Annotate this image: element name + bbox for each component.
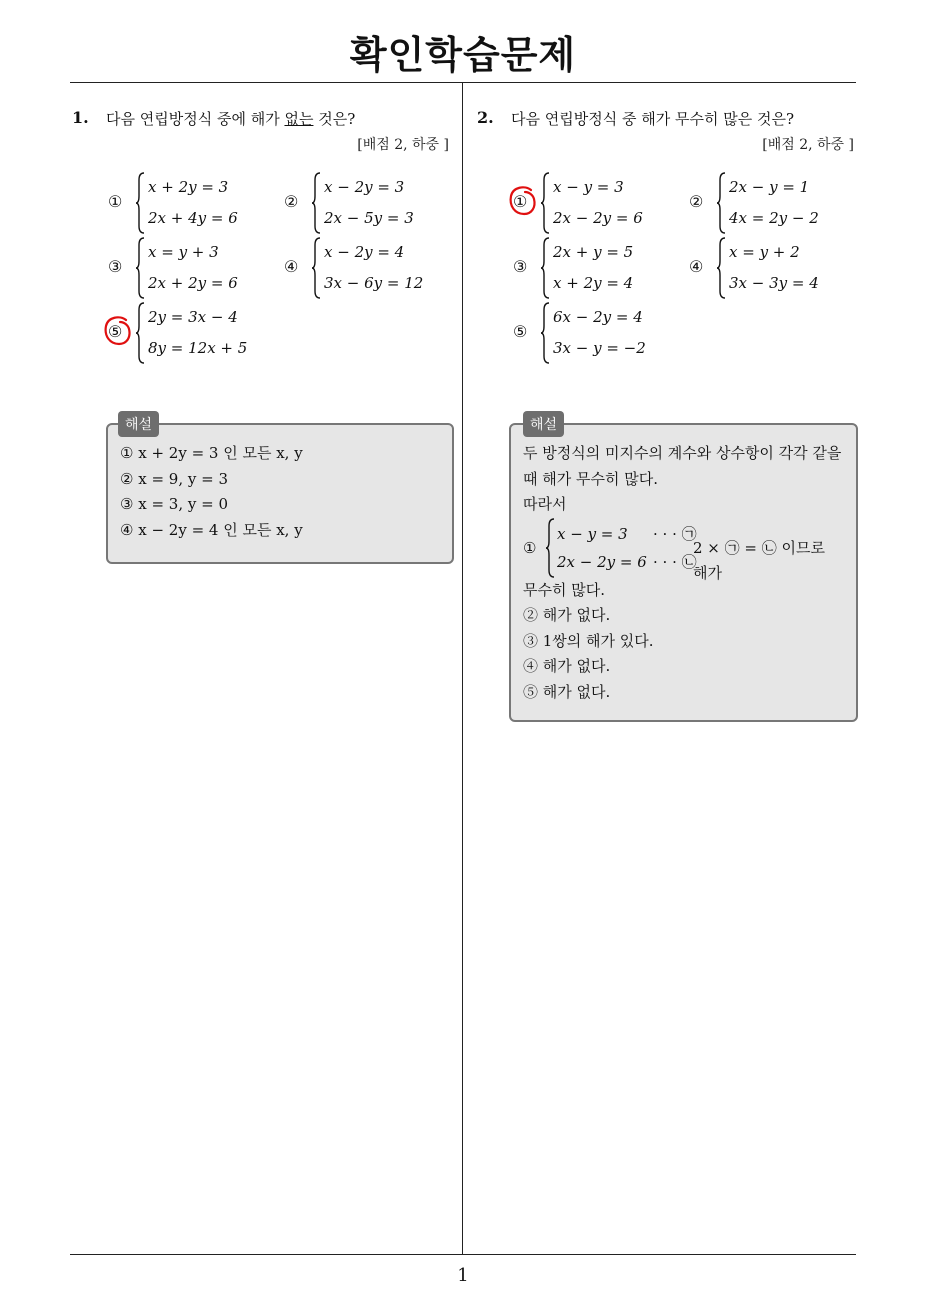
solution-line: 때 해가 무수히 많다. [523, 469, 658, 488]
option-3[interactable]: ③ x = y + 3 2x + 2y = 6 [108, 237, 288, 299]
option-2[interactable]: ② x − 2y = 3 2x − 5y = 3 [284, 172, 464, 234]
brace-icon [716, 172, 726, 234]
brace-icon [311, 237, 321, 299]
answer-options [477, 172, 862, 402]
option-2[interactable]: ② 2x − y = 1 4x = 2y − 2 [689, 172, 869, 234]
option-5[interactable]: ⑤ 6x − 2y = 4 3x − y = −2 [513, 302, 693, 364]
solution-box [509, 423, 858, 722]
question-meta: [배점 2, 하중 ] [762, 137, 854, 153]
brace-icon [135, 237, 145, 299]
option-3[interactable]: ③ 2x + y = 5 x + 2y = 4 [513, 237, 693, 299]
brace-icon [135, 302, 145, 364]
question-2 [477, 100, 862, 701]
solution-line: ① x + 2y = 3 인 모든 x, y [120, 444, 303, 462]
solution-line: ④ x − 2y = 4 인 모든 x, y [120, 520, 303, 539]
solution-line: ③ x = 3, y = 0 [120, 495, 228, 513]
answer-options [72, 172, 457, 402]
question-text: 다음 연립방정식 중 해가 무수히 많은 것은? [511, 110, 794, 128]
question-meta: [배점 2, 하중 ] [357, 137, 449, 153]
solution-line: ② 해가 없다. [523, 606, 611, 624]
question-1 [72, 100, 457, 539]
solution-line: 무수히 많다. [523, 580, 605, 599]
brace-icon [540, 237, 550, 299]
option-4[interactable]: ④ x = y + 2 3x − 3y = 4 [689, 237, 869, 299]
solution-system: ① x − y = 3 2x − 2y = 6 · · · ㉠ · · · ㉡ 2 × ㉠ = ㉡ 이므로 해가 [523, 518, 844, 578]
top-rule [70, 82, 856, 83]
brace-icon [540, 302, 550, 364]
solution-tag: 해설 [118, 411, 159, 437]
solution-box [106, 423, 454, 564]
solution-line: ④ 해가 없다. [523, 657, 611, 675]
brace-icon [545, 518, 555, 578]
option-5[interactable]: ⑤ 2y = 3x − 4 8y = 12x + 5 [108, 302, 288, 364]
page-title: 확인학습문제 [349, 33, 577, 77]
brace-icon [311, 172, 321, 234]
option-4[interactable]: ④ x − 2y = 4 3x − 6y = 12 [284, 237, 464, 299]
solution-line: 두 방정식의 미지수의 계수와 상수항이 각각 같을 [523, 444, 842, 462]
question-text: 다음 연립방정식 중에 해가 없는 것은? [106, 110, 356, 128]
solution-line: ② x = 9, y = 3 [120, 469, 228, 488]
solution-line: 따라서 [523, 495, 567, 513]
brace-icon [135, 172, 145, 234]
option-1[interactable]: ① x + 2y = 3 2x + 4y = 6 [108, 172, 288, 234]
solution-tag: 해설 [523, 411, 564, 437]
bottom-rule [70, 1254, 856, 1255]
brace-icon [716, 237, 726, 299]
question-number: 1. [72, 108, 89, 127]
solution-line: ⑤ 해가 없다. [523, 682, 611, 701]
question-number: 2. [477, 108, 494, 127]
page-number: 1 [457, 1265, 469, 1286]
brace-icon [540, 172, 550, 234]
solution-line: ③ 1쌍의 해가 있다. [523, 631, 654, 650]
option-1[interactable]: ① x − y = 3 2x − 2y = 6 [513, 172, 693, 234]
